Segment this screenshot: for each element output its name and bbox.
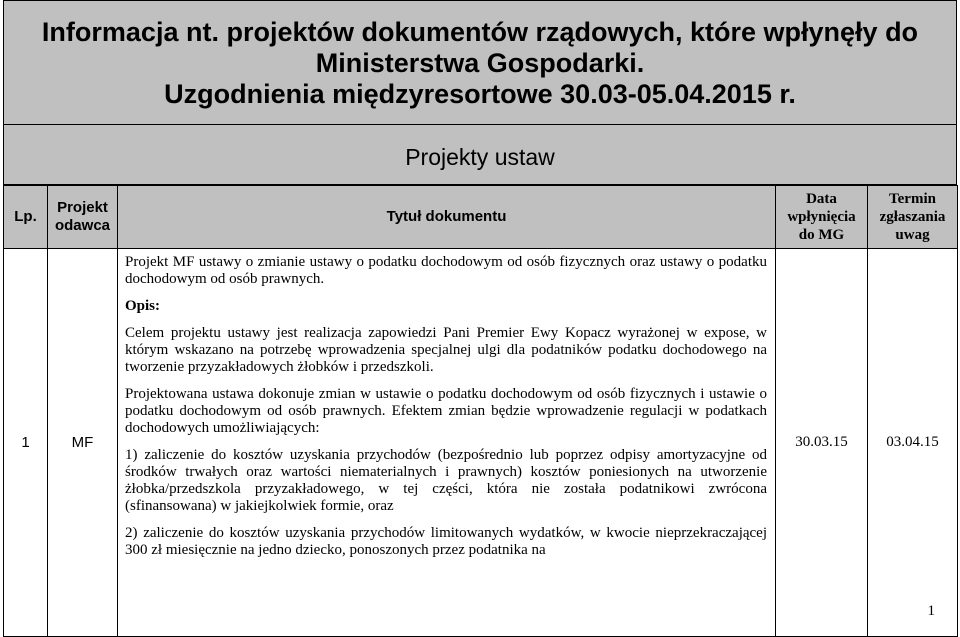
table-row bbox=[4, 249, 958, 637]
cell-data-wplyniecia: 30.03.15 bbox=[776, 249, 868, 637]
document-header bbox=[3, 0, 957, 125]
document-title bbox=[4, 17, 956, 110]
description-paragraph: 1) zaliczenie do kosztów uzyskania przychodów (bezpośrednio lub poprzez odpisy amortyzacyjne od środków trwałych oraz wartości niematerialnych i prawnych) kosztów poniesionych na utworzenie żłobka/przedszkola przyzakładowego, w tej części, która nie została podatnikowi zwrócona (sfinansowana) w jakiejkolwiek formie, oraz bbox=[125, 447, 767, 514]
cell-tytul bbox=[118, 249, 776, 637]
table-header-row bbox=[4, 186, 958, 249]
header-text: zgłaszania bbox=[879, 209, 946, 225]
header-text: Termin bbox=[889, 191, 936, 207]
header-text: wpłynięcia bbox=[787, 209, 856, 225]
title-line-2: Ministerstwa Gospodarki. bbox=[315, 48, 645, 78]
header-text: Projekt bbox=[57, 199, 108, 216]
page-number: 1 bbox=[927, 603, 935, 619]
opis-label: Opis: bbox=[125, 298, 161, 314]
column-header-lp: Lp. bbox=[4, 186, 48, 249]
description-paragraph: Projektowana ustawa dokonuje zmian w ustawie o podatku dochodowym od osób fizycznych i ustawie o podatku dochodowym od osób prawnych. Efektem zmian będzie wprowadzenie regulacji w podatkach dochodowych umożliwiających: bbox=[125, 386, 767, 436]
title-line-1: Informacja nt. projektów dokumentów rządowych, które wpłynęły do bbox=[41, 17, 919, 47]
title-line-3: Uzgodnienia międzyresortowe 30.03-05.04.2015 r. bbox=[164, 79, 796, 109]
section-header bbox=[3, 125, 957, 185]
header-text: Data bbox=[806, 191, 837, 207]
cell-lp: 1 bbox=[4, 249, 48, 637]
documents-table bbox=[3, 185, 958, 637]
column-header-tytul: Tytuł dokumentu bbox=[118, 186, 776, 249]
column-header-termin bbox=[868, 186, 958, 249]
header-text: do MG bbox=[798, 227, 845, 243]
cell-termin: 03.04.15 bbox=[868, 249, 958, 637]
header-text: odawca bbox=[54, 217, 111, 234]
column-header-projektodawca bbox=[48, 186, 118, 249]
description-paragraph: 2) zaliczenie do kosztów uzyskania przychodów limitowanych wydatków, w kwocie nieprzekraczającej 300 zł miesięcznie na jedno dziecko, ponoszonych przez podatnika na bbox=[125, 525, 767, 558]
cell-projektodawca: MF bbox=[48, 249, 118, 637]
header-text: uwag bbox=[895, 227, 930, 243]
section-title: Projekty ustaw bbox=[405, 144, 555, 170]
document-title-text: Projekt MF ustawy o zmianie ustawy o podatku dochodowym od osób fizycznych oraz ustawy o podatku dochodowym od osób prawnych. bbox=[125, 254, 767, 287]
description-paragraph: Celem projektu ustawy jest realizacja zapowiedzi Pani Premier Ewy Kopacz wyrażonej w expose, w którym wskazano na potrzebę wprowadzenia specjalnej ulgi dla podatników podatku dochodowego na tworzenie przyzakładowych żłobków i przedszkoli. bbox=[125, 325, 767, 375]
column-header-data bbox=[776, 186, 868, 249]
